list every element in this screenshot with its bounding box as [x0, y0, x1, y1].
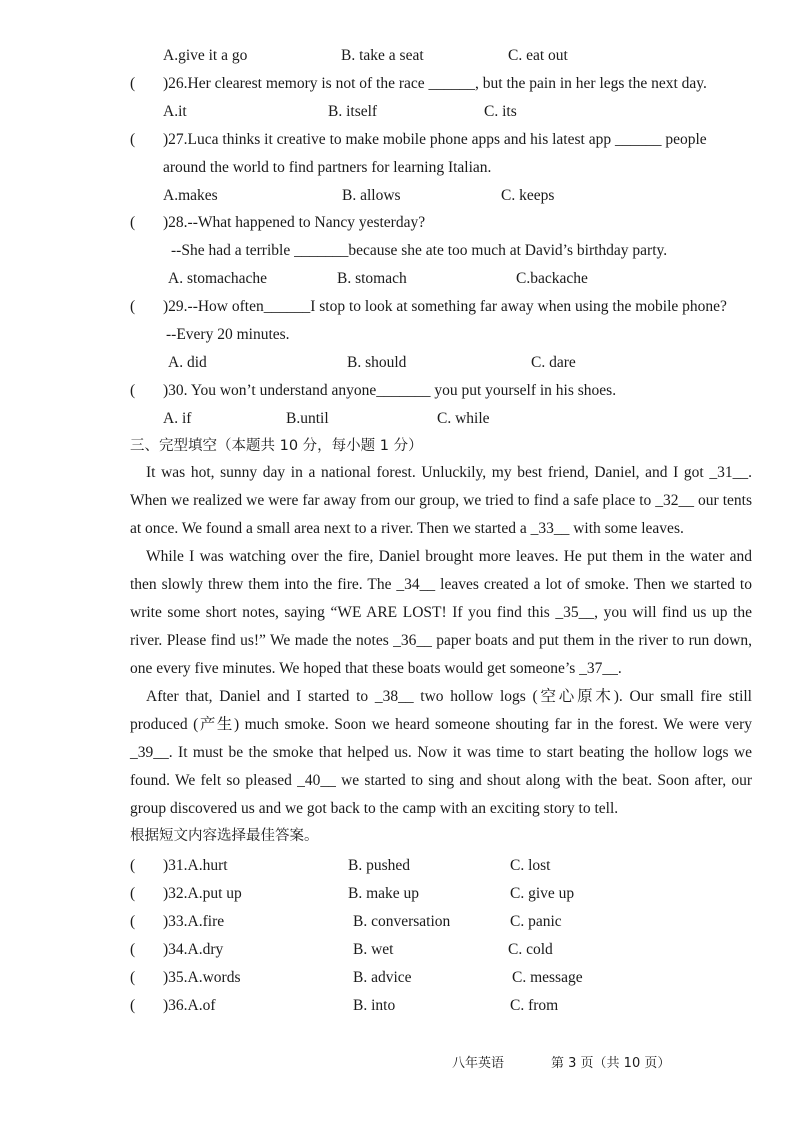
footer-subject: 八年英语	[452, 1056, 505, 1071]
cloze-36-option-b: B. into	[353, 997, 396, 1014]
q29-stem-cont: --Every 20 minutes.	[166, 326, 290, 343]
cloze-34-option-a: )34.A.dry	[163, 941, 224, 958]
q27-answer-paren: (	[130, 131, 136, 148]
passage-paragraph-2: While I was watching over the fire, Daniel brought more leaves. He put them in the water and then slowly threw them into the fire. The _34__ leaves created a lot of smoke. Then we started to write some short notes, saying “WE ARE LOST! If you find this _35__, you will find us up the river. Please find us!” We made the notes _36__ paper boats and put them in the river to run down, one every five minutes. We hoped that these boats would get someone’s _37__.	[130, 548, 752, 677]
q26-option-c: C. its	[484, 103, 517, 120]
q30-option-b: B.until	[286, 410, 329, 427]
q28-answer-paren: (	[130, 214, 136, 231]
cloze-36-option-a: )36.A.of	[163, 997, 216, 1014]
q25-option-a: A.give it a go	[163, 47, 248, 64]
q27-stem-cont: around the world to find partners for learning Italian.	[163, 159, 492, 176]
cloze-33-paren: (	[130, 913, 136, 930]
footer-page-number: 第 3 页（共 10 页）	[551, 1056, 671, 1071]
q29-option-a: A. did	[168, 354, 207, 371]
cloze-35-option-a: )35.A.words	[163, 969, 241, 986]
q30-stem: )30. You won’t understand anyone_______ you put yourself in his shoes.	[163, 382, 617, 399]
cloze-32-option-b: B. make up	[348, 885, 420, 902]
q27-option-c: C. keeps	[501, 187, 555, 204]
q26-answer-paren: (	[130, 75, 136, 92]
q28-option-c: C.backache	[516, 270, 588, 287]
cloze-35-option-c: C. message	[512, 969, 583, 986]
cloze-33-option-a: )33.A.fire	[163, 913, 225, 930]
q25-option-c: C. eat out	[508, 47, 568, 64]
q30-answer-paren: (	[130, 382, 136, 399]
passage-paragraph-3: After that, Daniel and I started to _38__ two hollow logs (空心原木). Our small fire still produced (产生) much smoke. Soon we heard someone shouting far in the forest. We were very _39__. It must be the smoke that helped us. Now it was time to start beating the hollow logs we found. We felt so pleased _40__ we started to sing and shout along with the beat. Soon after, our group discovered us and we got back to the camp with an exciting story to tell.	[130, 688, 752, 817]
cloze-32-option-a: )32.A.put up	[163, 885, 242, 902]
q26-stem: )26.Her clearest memory is not of the race ______, but the pain in her legs the next day.	[163, 75, 707, 92]
cloze-35-option-b: B. advice	[353, 969, 412, 986]
cloze-34-option-b: B. wet	[353, 941, 394, 958]
passage-paragraph-1: It was hot, sunny day in a national forest. Unluckily, my best friend, Daniel, and I got _31__. When we realized we were far away from our group, we tried to find a safe place to _32__ our tents at once. We found a small area next to a river. Then we started a _33__ with some leaves.	[130, 464, 752, 537]
q30-option-c: C. while	[437, 410, 490, 427]
q28-option-b: B. stomach	[337, 270, 407, 287]
cloze-33-option-c: C. panic	[510, 913, 562, 930]
cloze-32-option-c: C. give up	[510, 885, 575, 902]
q28-option-a: A. stomachache	[168, 270, 267, 287]
cloze-34-paren: (	[130, 941, 136, 958]
q27-stem: )27.Luca thinks it creative to make mobile phone apps and his latest app ______ people	[163, 131, 707, 148]
cloze-32-paren: (	[130, 885, 136, 902]
q26-option-b: B. itself	[328, 103, 378, 120]
section-3-title: 三、完型填空（本题共 10 分，每小题 1 分）	[130, 438, 423, 454]
q29-option-c: C. dare	[531, 354, 576, 371]
q27-option-a: A.makes	[163, 187, 218, 204]
cloze-31-paren: (	[130, 857, 136, 874]
instruction-text: 根据短文内容选择最佳答案。	[130, 828, 319, 844]
q29-stem: )29.--How often______I stop to look at something far away when using the mobile phone?	[163, 298, 727, 315]
cloze-36-option-c: C. from	[510, 997, 559, 1014]
q30-option-a: A. if	[163, 410, 192, 427]
q28-stem-cont: --She had a terrible _______because she ate too much at David’s birthday party.	[171, 242, 668, 259]
q28-stem: )28.--What happened to Nancy yesterday?	[163, 214, 426, 231]
q29-answer-paren: (	[130, 298, 136, 315]
cloze-31-option-c: C. lost	[510, 857, 551, 874]
q27-option-b: B. allows	[342, 187, 401, 204]
cloze-31-option-b: B. pushed	[348, 857, 410, 874]
q26-option-a: A.it	[163, 103, 187, 120]
cloze-34-option-c: C. cold	[508, 941, 553, 958]
cloze-31-option-a: )31.A.hurt	[163, 857, 228, 874]
q29-option-b: B. should	[347, 354, 407, 371]
q25-option-b: B. take a seat	[341, 47, 424, 64]
cloze-33-option-b: B. conversation	[353, 913, 451, 930]
cloze-36-paren: (	[130, 997, 136, 1014]
cloze-35-paren: (	[130, 969, 136, 986]
